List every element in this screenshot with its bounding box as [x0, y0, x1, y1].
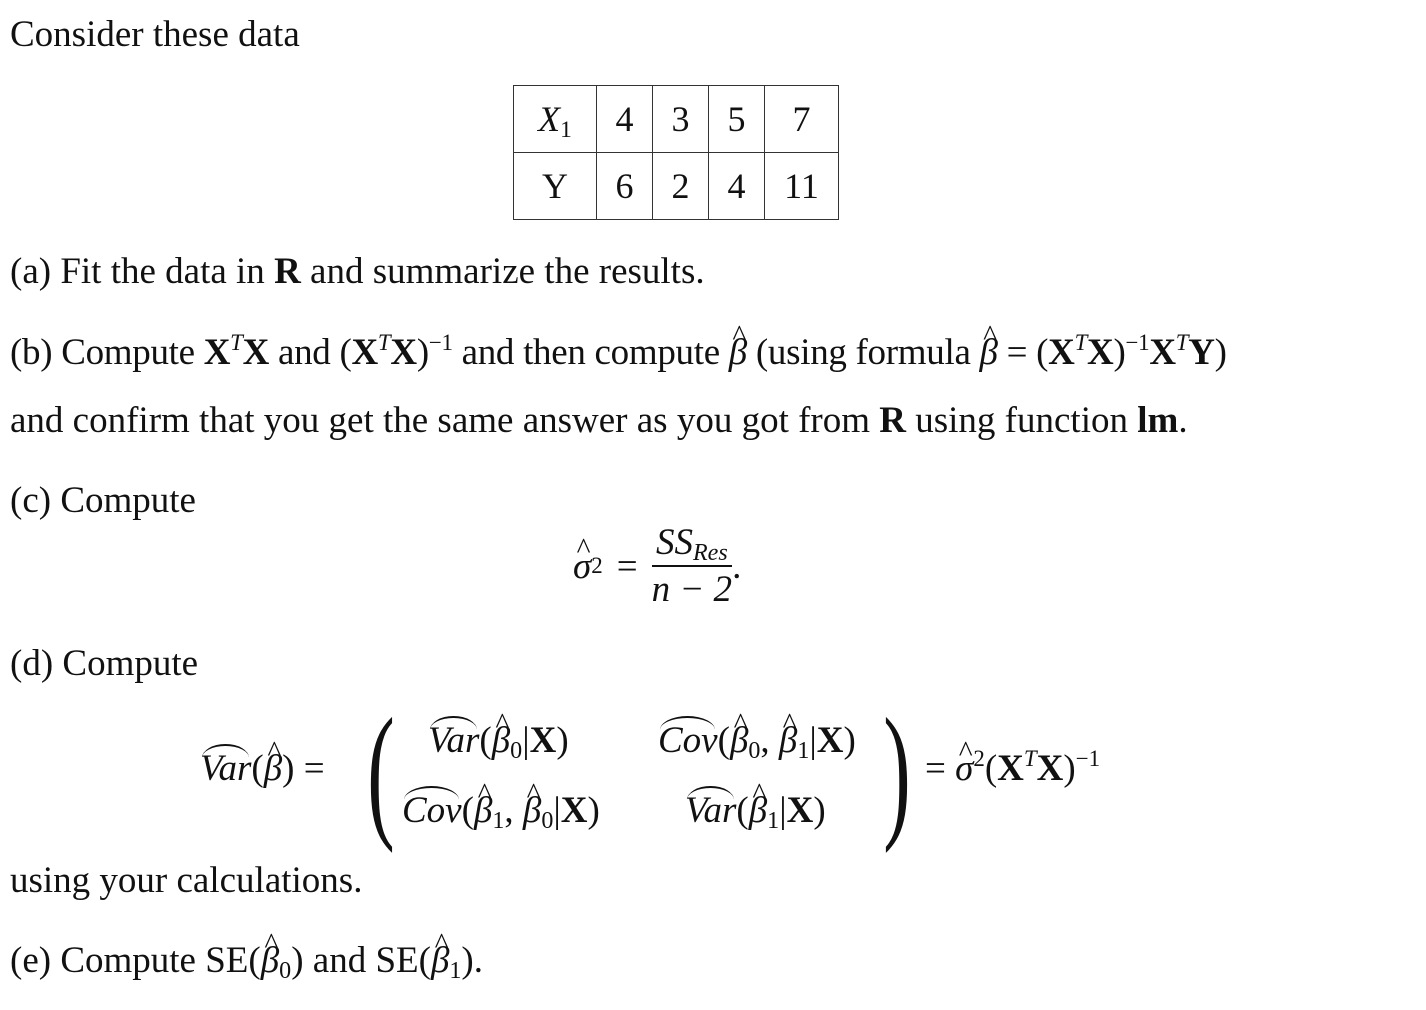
- part-b-line2: and confirm that you get the same answer as you got from R using function lm.: [10, 400, 1188, 441]
- part-e: (e) Compute SE(^ $\beta_0$) and SE(^ $\beta_1$).: [10, 942, 483, 979]
- var-beta-rhs: = ^ $\sigma^2(X^TX)^{-1}$: [925, 750, 1100, 787]
- matrix-entry-22: Var(^ $\beta_1|X$): [685, 792, 826, 829]
- table-cell: 2: [653, 153, 709, 220]
- part-d-label: (d) Compute: [10, 643, 199, 684]
- matrix-entry-21: Cov(^ $\beta_1$, ^ $\beta_0|X$): [402, 792, 600, 829]
- row-label: $X_1$: [514, 86, 597, 153]
- part-b-line1: (b) Compute $X^TX$ and $(X^TX)^{-1}$ and then compute ^ β (using formula ^ $\beta = (X^TX)^{-1}X^TY$): [10, 334, 1227, 371]
- table-cell: 5: [709, 86, 765, 153]
- sigma-formula: ^ σ 2 = $\frac{SS_{Res}}{n - 2}$ .: [573, 524, 741, 608]
- table-row: [514, 153, 839, 220]
- part-d-after: using your calculations.: [10, 860, 363, 901]
- left-paren: (: [367, 688, 395, 854]
- table-cell: 4: [597, 86, 653, 153]
- table-cell: 11: [765, 153, 839, 220]
- matrix-entry-11: Var(^ $\beta_0|X$): [428, 722, 569, 759]
- var-beta-lhs: Var(^ β) =: [200, 750, 325, 787]
- intro-text: Consider these data: [10, 14, 300, 55]
- table-cell: 4: [709, 153, 765, 220]
- right-paren: ): [883, 688, 911, 854]
- matrix-entry-12: Cov(^ $\beta_0$, ^ $\beta_1|X$): [658, 722, 856, 759]
- row-label: Y: [514, 153, 597, 220]
- table-cell: 7: [765, 86, 839, 153]
- table-cell: 3: [653, 86, 709, 153]
- part-c-label: (c) Compute: [10, 480, 196, 521]
- table-cell: 6: [597, 153, 653, 220]
- part-a: (a) Fit the data in R and summarize the results.: [10, 251, 705, 292]
- data-table: [513, 85, 839, 220]
- table-row: [514, 86, 839, 153]
